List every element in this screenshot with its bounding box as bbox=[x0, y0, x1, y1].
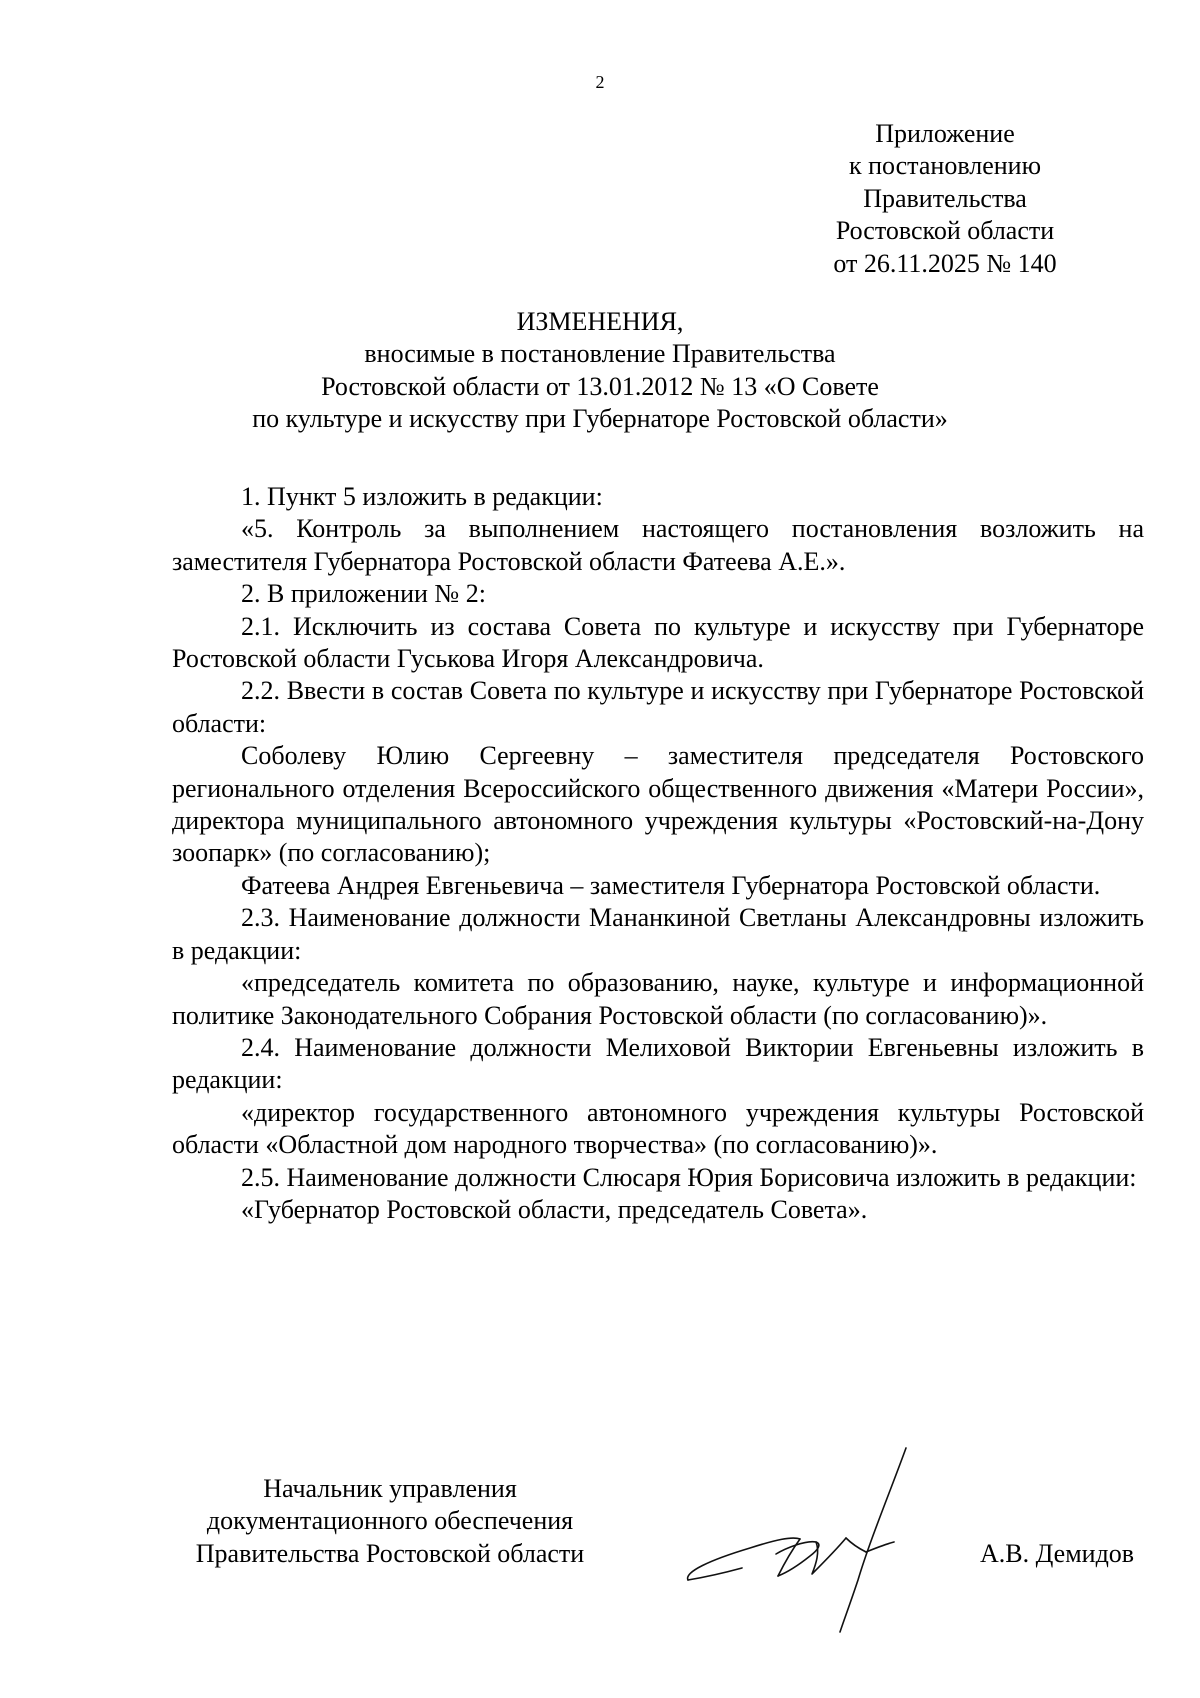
appendix-line: Ростовской области bbox=[835, 216, 1055, 246]
paragraph: 2. В приложении № 2: bbox=[241, 579, 486, 609]
paragraph: Фатеева Андрея Евгеньевича – заместителя Губернатора Ростовской области. bbox=[241, 870, 1101, 900]
paragraph: 2.2. Ввести в состав Совета по культуре и искусству при Губернаторе Ростовской области: bbox=[172, 676, 1144, 738]
title-line: вносимые в постановление Правительства bbox=[364, 339, 836, 369]
paragraph: «5. Контроль за выполнением настоящего постановления возложить на заместителя Губернатора Ростовской области Фатеева А.Е.». bbox=[172, 514, 1144, 576]
paragraph: 2.4. Наименование должности Мелиховой Виктории Евгеньевны изложить в редакции: bbox=[172, 1032, 1144, 1095]
paragraph: «председатель комитета по образованию, науке, культуре и информационной политике Законодательного Собрания Ростовской области (по согласованию)». bbox=[172, 968, 1144, 1030]
paragraph: 2.1. Исключить из состава Совета по культуре и искусству при Губернаторе Ростовской области Гуськова Игоря Александровича. bbox=[172, 611, 1144, 674]
position-line: Начальник управления bbox=[263, 1474, 517, 1503]
position-line: документационного обеспечения bbox=[206, 1506, 574, 1536]
appendix-line: Правительства bbox=[863, 183, 1027, 213]
signatory-position bbox=[170, 1473, 610, 1570]
paragraph: «директор государственного автономного учреждения культуры Ростовской области «Областной дом народного творчества» (по согласованию)». bbox=[172, 1097, 1144, 1160]
document-body bbox=[172, 481, 1144, 1226]
handwritten-signature bbox=[680, 1440, 960, 1640]
title-heading: ИЗМЕНЕНИЯ, bbox=[516, 307, 684, 336]
document-title bbox=[0, 306, 1200, 436]
appendix-line: к постановлению bbox=[848, 151, 1042, 181]
paragraph: 2.5. Наименование должности Слюсаря Юрия Борисовича изложить в редакции: bbox=[241, 1162, 1137, 1192]
appendix-line: Приложение bbox=[875, 119, 1015, 148]
title-line: по культуре и искусству при Губернаторе Ростовской области» bbox=[252, 404, 948, 434]
appendix-line: от 26.11.2025 № 140 bbox=[833, 248, 1057, 278]
appendix-header bbox=[830, 118, 1060, 280]
paragraph: Соболеву Юлию Сергеевну – заместителя председателя Ростовского регионального отделения Всероссийского общественного движения «Матери России», директора муниципального автономного учреждения культуры «Ростовский-на-Дону зоопарк» (по согласованию); bbox=[172, 741, 1144, 868]
signatory-name: А.В. Демидов bbox=[980, 1539, 1135, 1568]
title-line: Ростовской области от 13.01.2012 № 13 «О Совете bbox=[321, 371, 879, 401]
page-number: 2 bbox=[595, 72, 605, 92]
position-line: Правительства Ростовской области bbox=[195, 1538, 585, 1568]
paragraph: «Губернатор Ростовской области, председатель Совета». bbox=[241, 1194, 868, 1224]
paragraph: 2.3. Наименование должности Мананкиной Светланы Александровны изложить в редакции: bbox=[172, 903, 1144, 965]
paragraph: 1. Пункт 5 изложить в редакции: bbox=[241, 482, 603, 511]
